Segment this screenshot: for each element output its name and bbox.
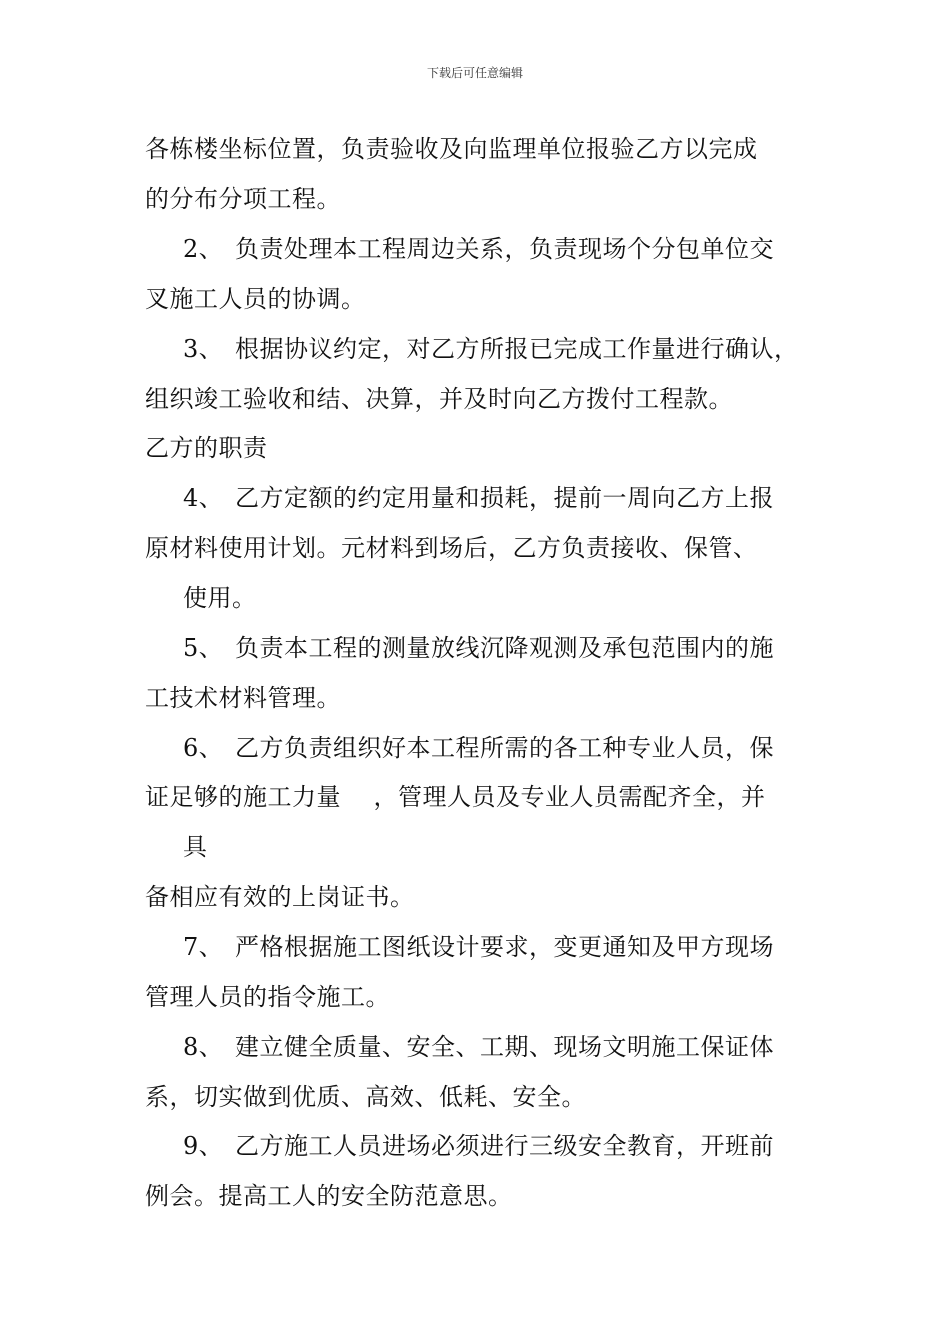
text-line: 的分布分项工程。 xyxy=(145,185,341,213)
item-number: 5、 xyxy=(183,634,224,662)
numbered-line xyxy=(183,334,799,364)
text-line: 各栋楼坐标位置，负责验收及向监理单位报验乙方以完成 xyxy=(145,135,758,163)
item-text: 根据协议约定，对乙方所报已完成工作量进行确认， xyxy=(235,335,799,363)
item-number: 7、 xyxy=(183,933,224,961)
text-line: 工技术材料管理。 xyxy=(145,684,341,712)
text-line: 具 xyxy=(183,833,208,861)
numbered-line xyxy=(183,633,774,663)
item-number: 8、 xyxy=(183,1033,224,1061)
section-heading: 乙方的职责 xyxy=(145,434,268,462)
numbered-line xyxy=(183,483,774,513)
item-number: 2、 xyxy=(183,235,224,263)
text-line: 使用。 xyxy=(183,584,257,612)
numbered-line xyxy=(183,234,774,264)
numbered-line xyxy=(183,733,774,763)
numbered-line xyxy=(183,932,774,962)
text-line: 备相应有效的上岗证书。 xyxy=(145,883,415,911)
text-line: 系，切实做到优质、高效、低耗、安全。 xyxy=(145,1083,586,1111)
item-text: 乙方负责组织好本工程所需的各工种专业人员，保 xyxy=(235,734,774,762)
item-text: 乙方施工人员进场必须进行三级安全教育，开班前 xyxy=(235,1132,774,1160)
item-text: 负责本工程的测量放线沉降观测及承包范围内的施 xyxy=(235,634,774,662)
item-number: 6、 xyxy=(183,734,224,762)
text-line: 叉施工人员的协调。 xyxy=(145,285,366,313)
text-line: 例会。提高工人的安全防范意思。 xyxy=(145,1182,513,1210)
text-line: 原材料使用计划。元材料到场后，乙方负责接收、保管、 xyxy=(145,534,758,562)
item-number: 3、 xyxy=(183,335,224,363)
page-header-note: 下载后可任意编辑 xyxy=(426,66,523,80)
item-number: 4、 xyxy=(183,484,224,512)
item-text: 严格根据施工图纸设计要求，变更通知及甲方现场 xyxy=(235,933,774,961)
text-line: 组织竣工验收和结、决算，并及时向乙方拨付工程款。 xyxy=(145,385,733,413)
text-line: 管理人员的指令施工。 xyxy=(145,983,390,1011)
numbered-line xyxy=(183,1131,774,1161)
item-text: 建立健全质量、安全、工期、现场文明施工保证体 xyxy=(235,1033,774,1061)
text-line: 证足够的施工力量 ，管理人员及专业人员需配齐全，并 xyxy=(145,783,766,811)
item-number: 9、 xyxy=(183,1132,224,1160)
numbered-line xyxy=(183,1032,774,1062)
item-text: 乙方定额的约定用量和损耗，提前一周向乙方上报 xyxy=(235,484,774,512)
item-text: 负责处理本工程周边关系，负责现场个分包单位交 xyxy=(235,235,774,263)
